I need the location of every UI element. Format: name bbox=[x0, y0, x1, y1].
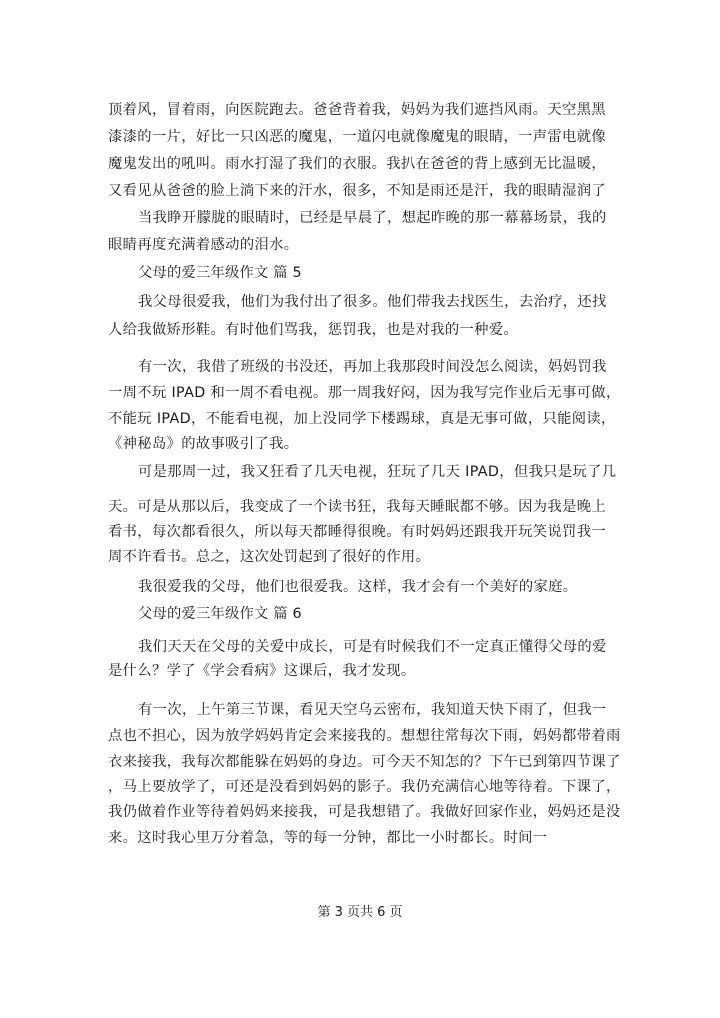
text-line: 来。这时我心里万分着急，等的每一分钟，都比一小时都长。时间一 bbox=[108, 830, 548, 846]
text-line: 周不许看书。总之，这次处罚起到了很好的作用。 bbox=[108, 549, 431, 565]
text-line: 我很爱我的父母，他们也很爱我。这样，我才会有一个美好的家庭。 bbox=[138, 579, 578, 595]
text-line: 点也不担心，因为放学妈妈肯定会来接我的。想想往常每次下雨，妈妈都带着雨 bbox=[108, 728, 621, 744]
text-line: 天。可是从那以后，我变成了一个读书狂，我每天睡眠都不够。因为我是晚上 bbox=[108, 499, 606, 515]
text-line: 魔鬼发出的吼叫。雨水打湿了我们的衣服。我扒在爸爸的背上感到无比温暖， bbox=[108, 156, 606, 172]
text-line: 眼睛再度充满着感动的泪水。 bbox=[108, 237, 299, 253]
text-line: 人给我做矫形鞋。有时他们骂我，惩罚我，也是对我的一种爱。 bbox=[108, 322, 519, 338]
text-line: 看书，每次都看很久，所以每天都睡得很晚。有时妈妈还跟我开玩笑说罚我一 bbox=[108, 524, 606, 540]
text-line: 有一次，上午第三节课，看见天空乌云密布，我知道天快下雨了，但我一 bbox=[138, 702, 607, 718]
text-line: 漆漆的一片，好比一只凶恶的魔鬼，一道闪电就像魔鬼的眼睛，一声雷电就像 bbox=[108, 129, 606, 145]
text-line: 是什么？学了《学会看病》这课后，我才发现。 bbox=[108, 663, 416, 679]
text-line: 可是那周一过，我又狂看了几天电视，狂玩了几天 IPAD，但我只是玩了几 bbox=[138, 464, 617, 480]
page-number-footer: 第 3 页共 6 页 bbox=[317, 905, 403, 920]
text-line: 我们天天在父母的关爱中成长，可是有时候我们不一定真正懂得父母的爱 bbox=[138, 639, 607, 655]
text-line: 一周不玩 IPAD 和一周不看电视。那一周我好闷，因为我写完作业后无事可做， bbox=[108, 385, 621, 401]
text-line: 有一次，我借了班级的书没还，再加上我那段时间没怎么阅读，妈妈罚我 bbox=[138, 359, 607, 375]
text-line: 我仍做着作业等待着妈妈来接我，可是我想错了。我做好回家作业，妈妈还是没 bbox=[108, 804, 621, 820]
section-heading-6: 父母的爱三年级作文 篇 6 bbox=[138, 606, 302, 622]
text-line: 我父母很爱我，他们为我付出了很多。他们带我去找医生，去治疗，还找 bbox=[138, 294, 607, 310]
text-line: 不能玩 IPAD，不能看电视，加上没同学下楼踢球，真是无事可做，只能阅读， bbox=[108, 411, 616, 427]
text-line: 衣来接我，我每次都能躲在妈妈的身边。可今天不知怎的？下午已到第四节课了 bbox=[108, 754, 621, 770]
text-line: 又看见从爸爸的脸上淌下来的汗水，很多，不知是雨还是汗，我的眼睛湿润了 bbox=[108, 183, 606, 199]
text-line: 当我睁开朦胧的眼睛时，已经是早晨了，想起昨晚的那一幕幕场景，我的 bbox=[138, 210, 607, 226]
text-line: ，马上要放学了，可还是没看到妈妈的影子。我仍充满信心地等待着。下课了， bbox=[108, 779, 621, 795]
text-line: 《神秘岛》的故事吸引了我。 bbox=[108, 436, 299, 452]
text-line: 顶着风，冒着雨，向医院跑去。爸爸背着我，妈妈为我们遮挡风雨。天空黑黑 bbox=[108, 102, 606, 118]
section-heading-5: 父母的爱三年级作文 篇 5 bbox=[138, 265, 302, 281]
